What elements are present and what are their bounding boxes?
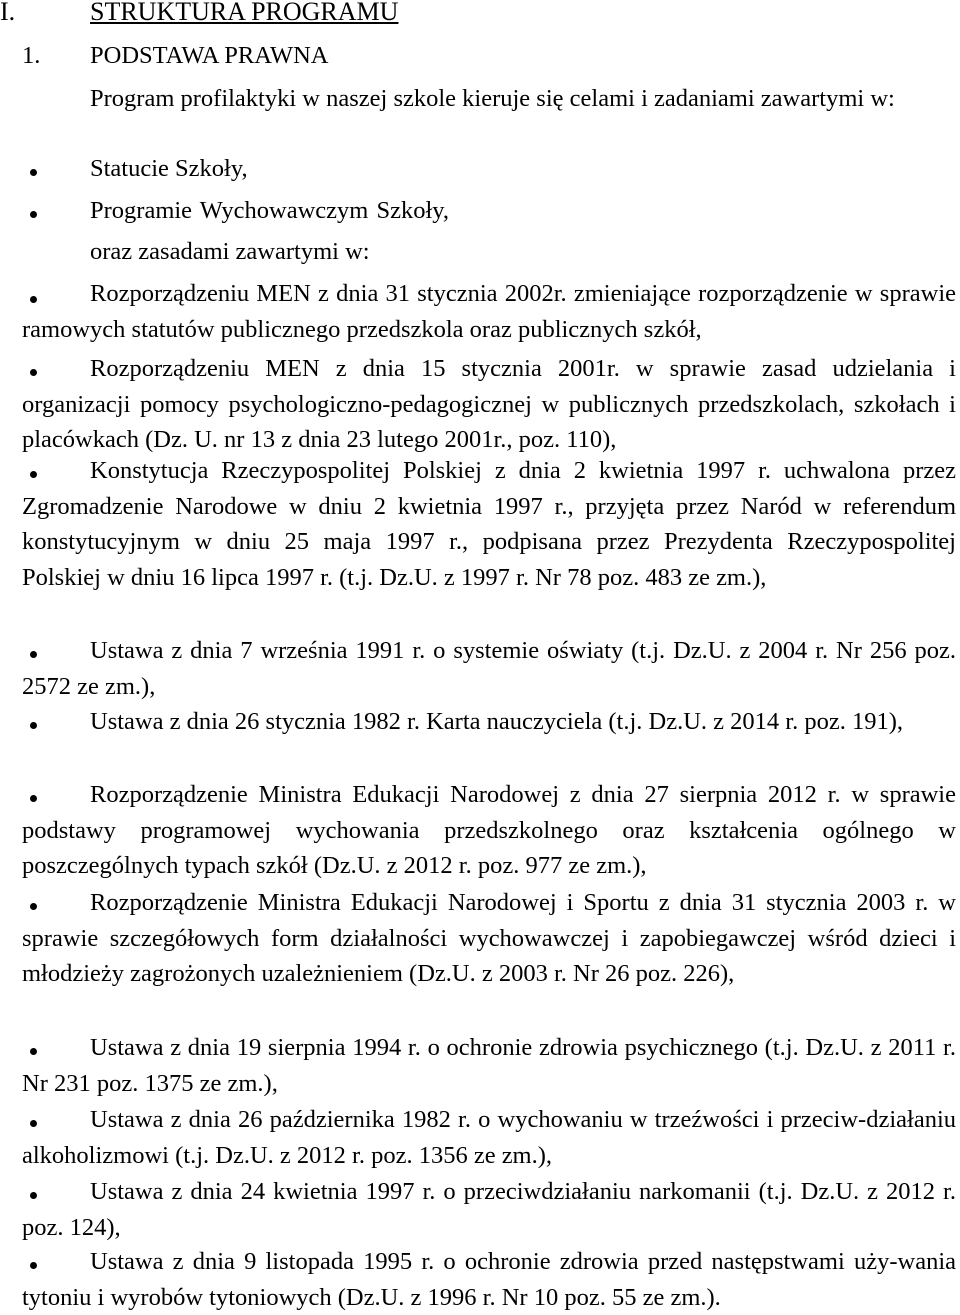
- regulation-item: Ustawa z dnia 9 listopada 1995 r. o ochronie zdrowia przed następstwami uży-wania tytoniu i wyrobów tytoniowych (Dz.U. z 1996 r. Nr 10 poz. 55 ze zm.).: [22, 1248, 956, 1311]
- intro-paragraph: Program profilaktyki w naszej szkole kieruje się celami i zadaniami zawartymi w:: [90, 85, 895, 112]
- bullet-icon: [30, 211, 37, 218]
- section-number: 1.: [22, 42, 41, 69]
- regulation-item: Ustawa z dnia 24 kwietnia 1997 r. o przeciwdziałaniu narkomanii (t.j. Dz.U. z 2012 r. poz. 124),: [22, 1178, 956, 1241]
- regulation-item: Rozporządzeniu MEN z dnia 15 stycznia 2001r. w sprawie zasad udzielania i organizacji pomocy psychologiczno-pedagogicznej w publicznych przedszkolach, szkołach i placówkach (Dz. U. nr 13 z dnia 23 lutego 2001r., poz. 110),: [22, 355, 956, 453]
- bullet-icon: [30, 169, 37, 176]
- document-item: Statucie Szkoły,: [90, 155, 248, 182]
- regulation-item: Ustawa z dnia 26 stycznia 1982 r. Karta nauczyciela (t.j. Dz.U. z 2014 r. poz. 191),: [90, 708, 903, 735]
- regulation-item: Ustawa z dnia 7 września 1991 r. o systemie oświaty (t.j. Dz.U. z 2004 r. Nr 256 poz. 2572 ze zm.),: [22, 637, 956, 700]
- regulation-item: Konstytucja Rzeczypospolitej Polskiej z dnia 2 kwietnia 1997 r. uchwalona przez Zgromadzenie Narodowe w dniu 2 kwietnia 1997 r., przyjęta przez Naród w referendum konstytucyjnym w dniu 25 maja 1997 r., podpisana przez Prezydenta Rzeczypospolitej Polskiej w dniu 16 lipca 1997 r. (t.j. Dz.U. z 1997 r. Nr 78 poz. 483 ze zm.),: [22, 457, 956, 591]
- chapter-title: STRUKTURA PROGRAMU: [90, 0, 399, 26]
- regulation-item: Ustawa z dnia 19 sierpnia 1994 r. o ochronie zdrowia psychicznego (t.j. Dz.U. z 2011 r. Nr 231 poz. 1375 ze zm.),: [22, 1034, 956, 1097]
- regulation-item: Rozporządzenie Ministra Edukacji Narodowej i Sportu z dnia 31 stycznia 2003 r. w sprawie szczegółowych form działalności wychowawczej i zapobiegawczej wśród dzieci i młodzieży zagrożonych uzależnieniem (Dz.U. z 2003 r. Nr 26 poz. 226),: [22, 889, 956, 987]
- document-item: Programie Wychowawczym Szkoły,: [90, 197, 450, 224]
- chapter-number: I.: [0, 0, 16, 26]
- regulation-item: Rozporządzenie Ministra Edukacji Narodowej z dnia 27 sierpnia 2012 r. w sprawie podstawy programowej wychowania przedszkolnego oraz kształcenia ogólnego w poszczególnych typach szkół (Dz.U. z 2012 r. poz. 977 ze zm.),: [22, 781, 956, 879]
- regulation-item: Rozporządzeniu MEN z dnia 31 stycznia 2002r. zmieniające rozporządzenie w sprawie ramowych statutów publicznego przedszkola oraz publicznych szkół,: [22, 280, 956, 343]
- regulations-intro: oraz zasadami zawartymi w:: [90, 238, 370, 265]
- section-title: PODSTAWA PRAWNA: [90, 42, 329, 69]
- regulation-item: Ustawa z dnia 26 października 1982 r. o wychowaniu w trzeźwości i przeciw-działaniu alkoholizmowi (t.j. Dz.U. z 2012 r. poz. 1356 ze zm.),: [22, 1106, 956, 1169]
